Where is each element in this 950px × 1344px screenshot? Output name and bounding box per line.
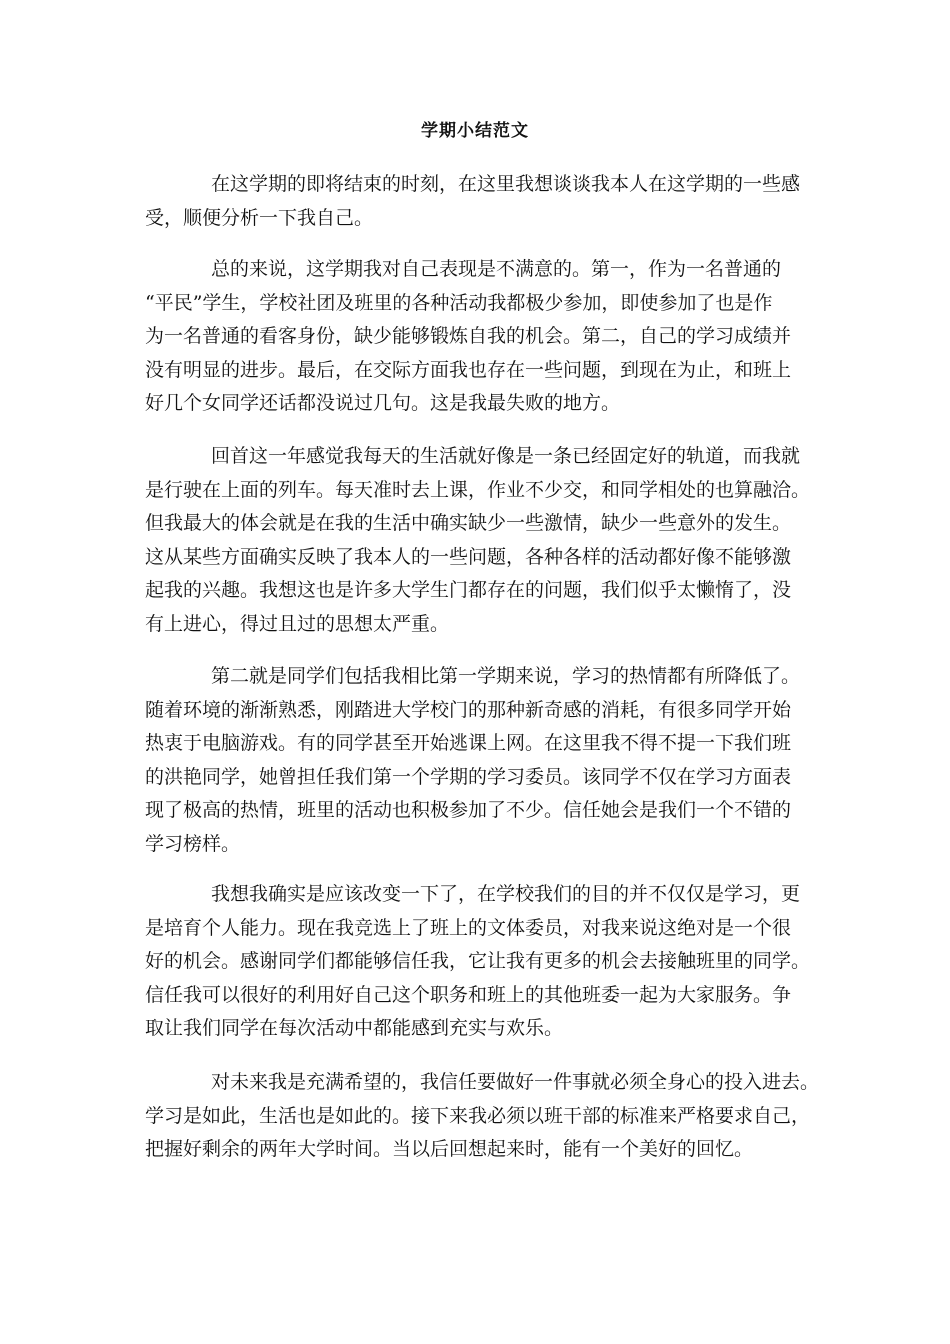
paragraph-line: 现了极高的热情，班里的活动也积极参加了不少。信任她会是我们一个不错的 — [145, 799, 792, 821]
paragraph-3 — [145, 440, 820, 641]
paragraph-line: 好几个女同学还话都没说过几句。这是我最失败的地方。 — [145, 392, 621, 414]
paragraph-line: 是培育个人能力。现在我竞选上了班上的文体委员，对我来说这绝对是一个很 — [145, 916, 792, 939]
paragraph-4 — [145, 660, 820, 861]
paragraph-line: 的洪艳同学，她曾担任我们第一个学期的学习委员。该同学不仅在学习方面表 — [145, 765, 792, 788]
paragraph-line: 在这学期的即将结束的时刻，在这里我想谈谈我本人在这学期的一些感 — [211, 173, 801, 195]
paragraph-line: 回首这一年感觉我每天的生活就好像是一条已经固定好的轨道，而我就 — [211, 445, 801, 467]
paragraph-line: 好的机会。感谢同学们都能够信任我，它让我有更多的机会去接触班里的同学。 — [145, 950, 811, 972]
paragraph-line: 受，顺便分析一下我自己。 — [145, 206, 374, 229]
paragraph-line: 学习是如此，生活也是如此的。接下来我必须以班干部的标准来严格要求自己， — [145, 1104, 811, 1127]
paragraph-line: 信任我可以很好的利用好自己这个职务和班上的其他班委一起为大家服务。争 — [145, 983, 792, 1006]
paragraph-line: 起我的兴趣。我想这也是许多大学生门都存在的问题，我们似乎太懒惰了，没 — [145, 579, 792, 601]
paragraph-line: 随着环境的渐渐熟悉，刚踏进大学校门的那种新奇感的消耗，有很多同学开始 — [145, 698, 792, 721]
paragraph-6 — [145, 1066, 820, 1167]
paragraph-line: 对未来我是充满希望的，我信任要做好一件事就必须全身心的投入进去。 — [211, 1071, 820, 1093]
paragraph-line: 热衷于电脑游戏。有的同学甚至开始逃课上网。在这里我不得不提一下我们班 — [145, 732, 792, 754]
paragraph-line: 学习榜样。 — [145, 832, 241, 855]
paragraph-line: 没有明显的进步。最后，在交际方面我也存在一些问题，到现在为止，和班上 — [145, 358, 792, 381]
paragraph-line: “平民”学生，学校社团及班里的各种活动我都极少参加，即使参加了也是作 — [145, 291, 773, 314]
paragraph-line: 第二就是同学们包括我相比第一学期来说，学习的热情都有所降低了。 — [211, 665, 801, 687]
paragraph-5 — [145, 878, 820, 1046]
paragraph-2 — [145, 253, 820, 421]
paragraph-line: 为一名普通的看客身份，缺少能够锻炼自我的机会。第二，自己的学习成绩并 — [145, 325, 792, 347]
paragraph-line: 把握好剩余的两年大学时间。当以后回想起来时，能有一个美好的回忆。 — [145, 1138, 754, 1160]
paragraph-1 — [145, 168, 820, 235]
paragraph-line: 但我最大的体会就是在我的生活中确实缺少一些激情，缺少一些意外的发生。 — [145, 512, 792, 534]
paragraph-line: 有上进心，得过且过的思想太严重。 — [145, 612, 450, 635]
paragraph-line: 总的来说，这学期我对自己表现是不满意的。第一，作为一名普通的 — [211, 258, 782, 280]
paragraph-line: 这从某些方面确实反映了我本人的一些问题，各种各样的活动都好像不能够激 — [145, 545, 792, 568]
paragraph-line: 取让我们同学在每次活动中都能感到充实与欢乐。 — [145, 1017, 564, 1039]
paragraph-line: 我想我确实是应该改变一下了，在学校我们的目的并不仅仅是学习，更 — [211, 883, 801, 905]
document-title: 学期小结范文 — [421, 121, 529, 141]
paragraph-line: 是行驶在上面的列车。每天准时去上课，作业不少交，和同学相处的也算融洽。 — [145, 478, 811, 501]
